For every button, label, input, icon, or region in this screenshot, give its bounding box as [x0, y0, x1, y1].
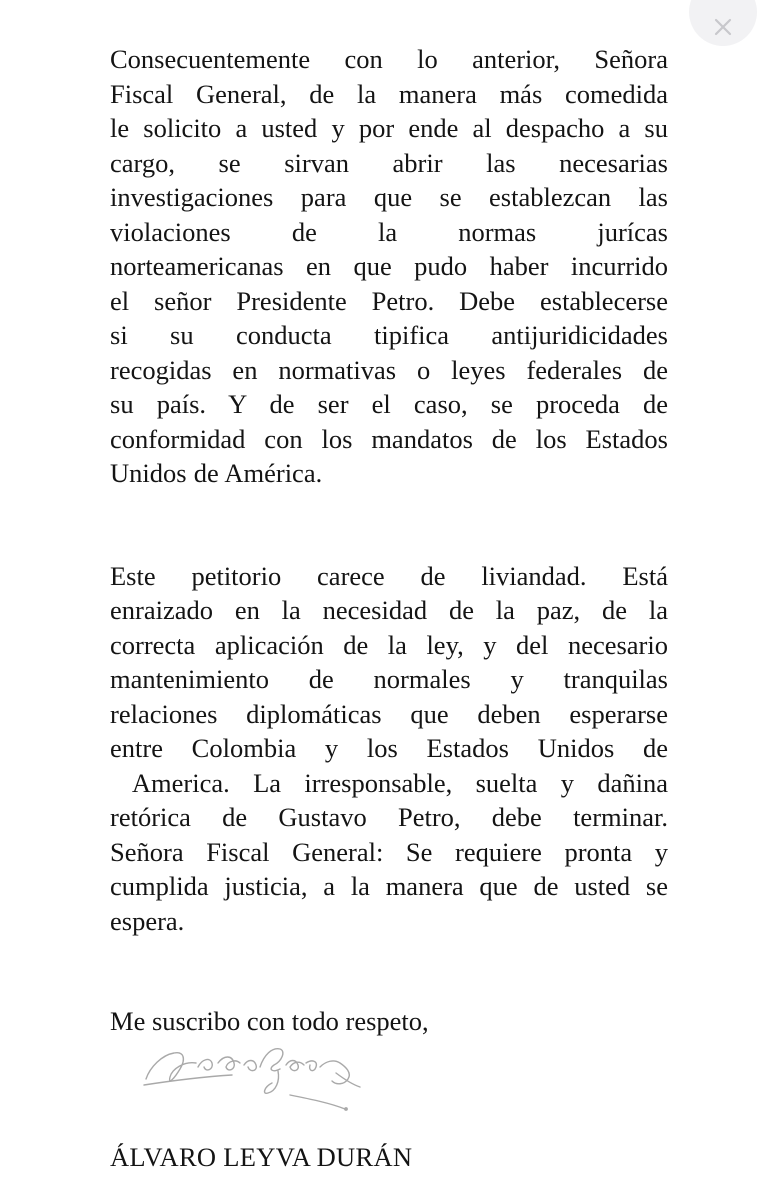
handwritten-signature-icon: [140, 1033, 380, 1113]
text-line: le solicito a usted y por ende al despacho a su: [110, 113, 668, 143]
text-line: investigaciones para que se establezcan las: [110, 182, 668, 212]
text-line: Consecuentemente con lo anterior, Señora: [110, 44, 668, 74]
text-line: mantenimiento de normales y tranquilas: [110, 664, 668, 694]
text-line: violaciones de la normas jurícas: [110, 216, 668, 247]
text-line: cargo, se sirvan abrir las necesarias: [110, 147, 668, 178]
text-line: norteamericanas en que pudo haber incurrido: [110, 251, 668, 281]
paragraph-petition: [110, 42, 668, 491]
text-line: enraizado en la necesidad de la paz, de la: [110, 595, 668, 625]
text-line: Este petitorio carece de liviandad. Está: [110, 560, 668, 591]
text-line: correcta aplicación de la ley, y del necesario: [110, 629, 668, 660]
text-line: conformidad con los mandatos de los Estados: [110, 423, 668, 454]
text-line: retórica de Gustavo Petro, debe terminar.: [110, 802, 668, 832]
letter-body: [110, 42, 668, 1039]
text-line: relaciones diplomáticas que deben esperarse: [110, 698, 668, 729]
signer-name: ÁLVARO LEYVA DURÁN: [110, 1142, 413, 1172]
text-line: su país. Y de ser el caso, se proceda de: [110, 389, 668, 419]
paragraph-justification: [110, 559, 668, 939]
text-line: el señor Presidente Petro. Debe establecerse: [110, 285, 668, 316]
text-line: America. La irresponsable, suelta y dañina: [110, 767, 668, 798]
text-line: entre Colombia y los Estados Unidos de: [110, 733, 668, 763]
text-line: Señora Fiscal General: Se requiere pronta y: [110, 836, 668, 867]
close-button[interactable]: [689, 0, 757, 46]
text-line: Unidos de América.: [110, 458, 323, 488]
close-icon: [712, 16, 734, 38]
text-line: espera.: [110, 905, 185, 936]
text-line: cumplida justicia, a la manera que de usted se: [110, 871, 668, 901]
closing-line: Me suscribo con todo respeto,: [110, 1006, 429, 1036]
text-line: Fiscal General, de la manera más comedida: [110, 78, 668, 109]
text-line: recogidas en normativas o leyes federales de: [110, 354, 668, 385]
text-line: si su conducta tipifica antijuridicidades: [110, 320, 668, 350]
